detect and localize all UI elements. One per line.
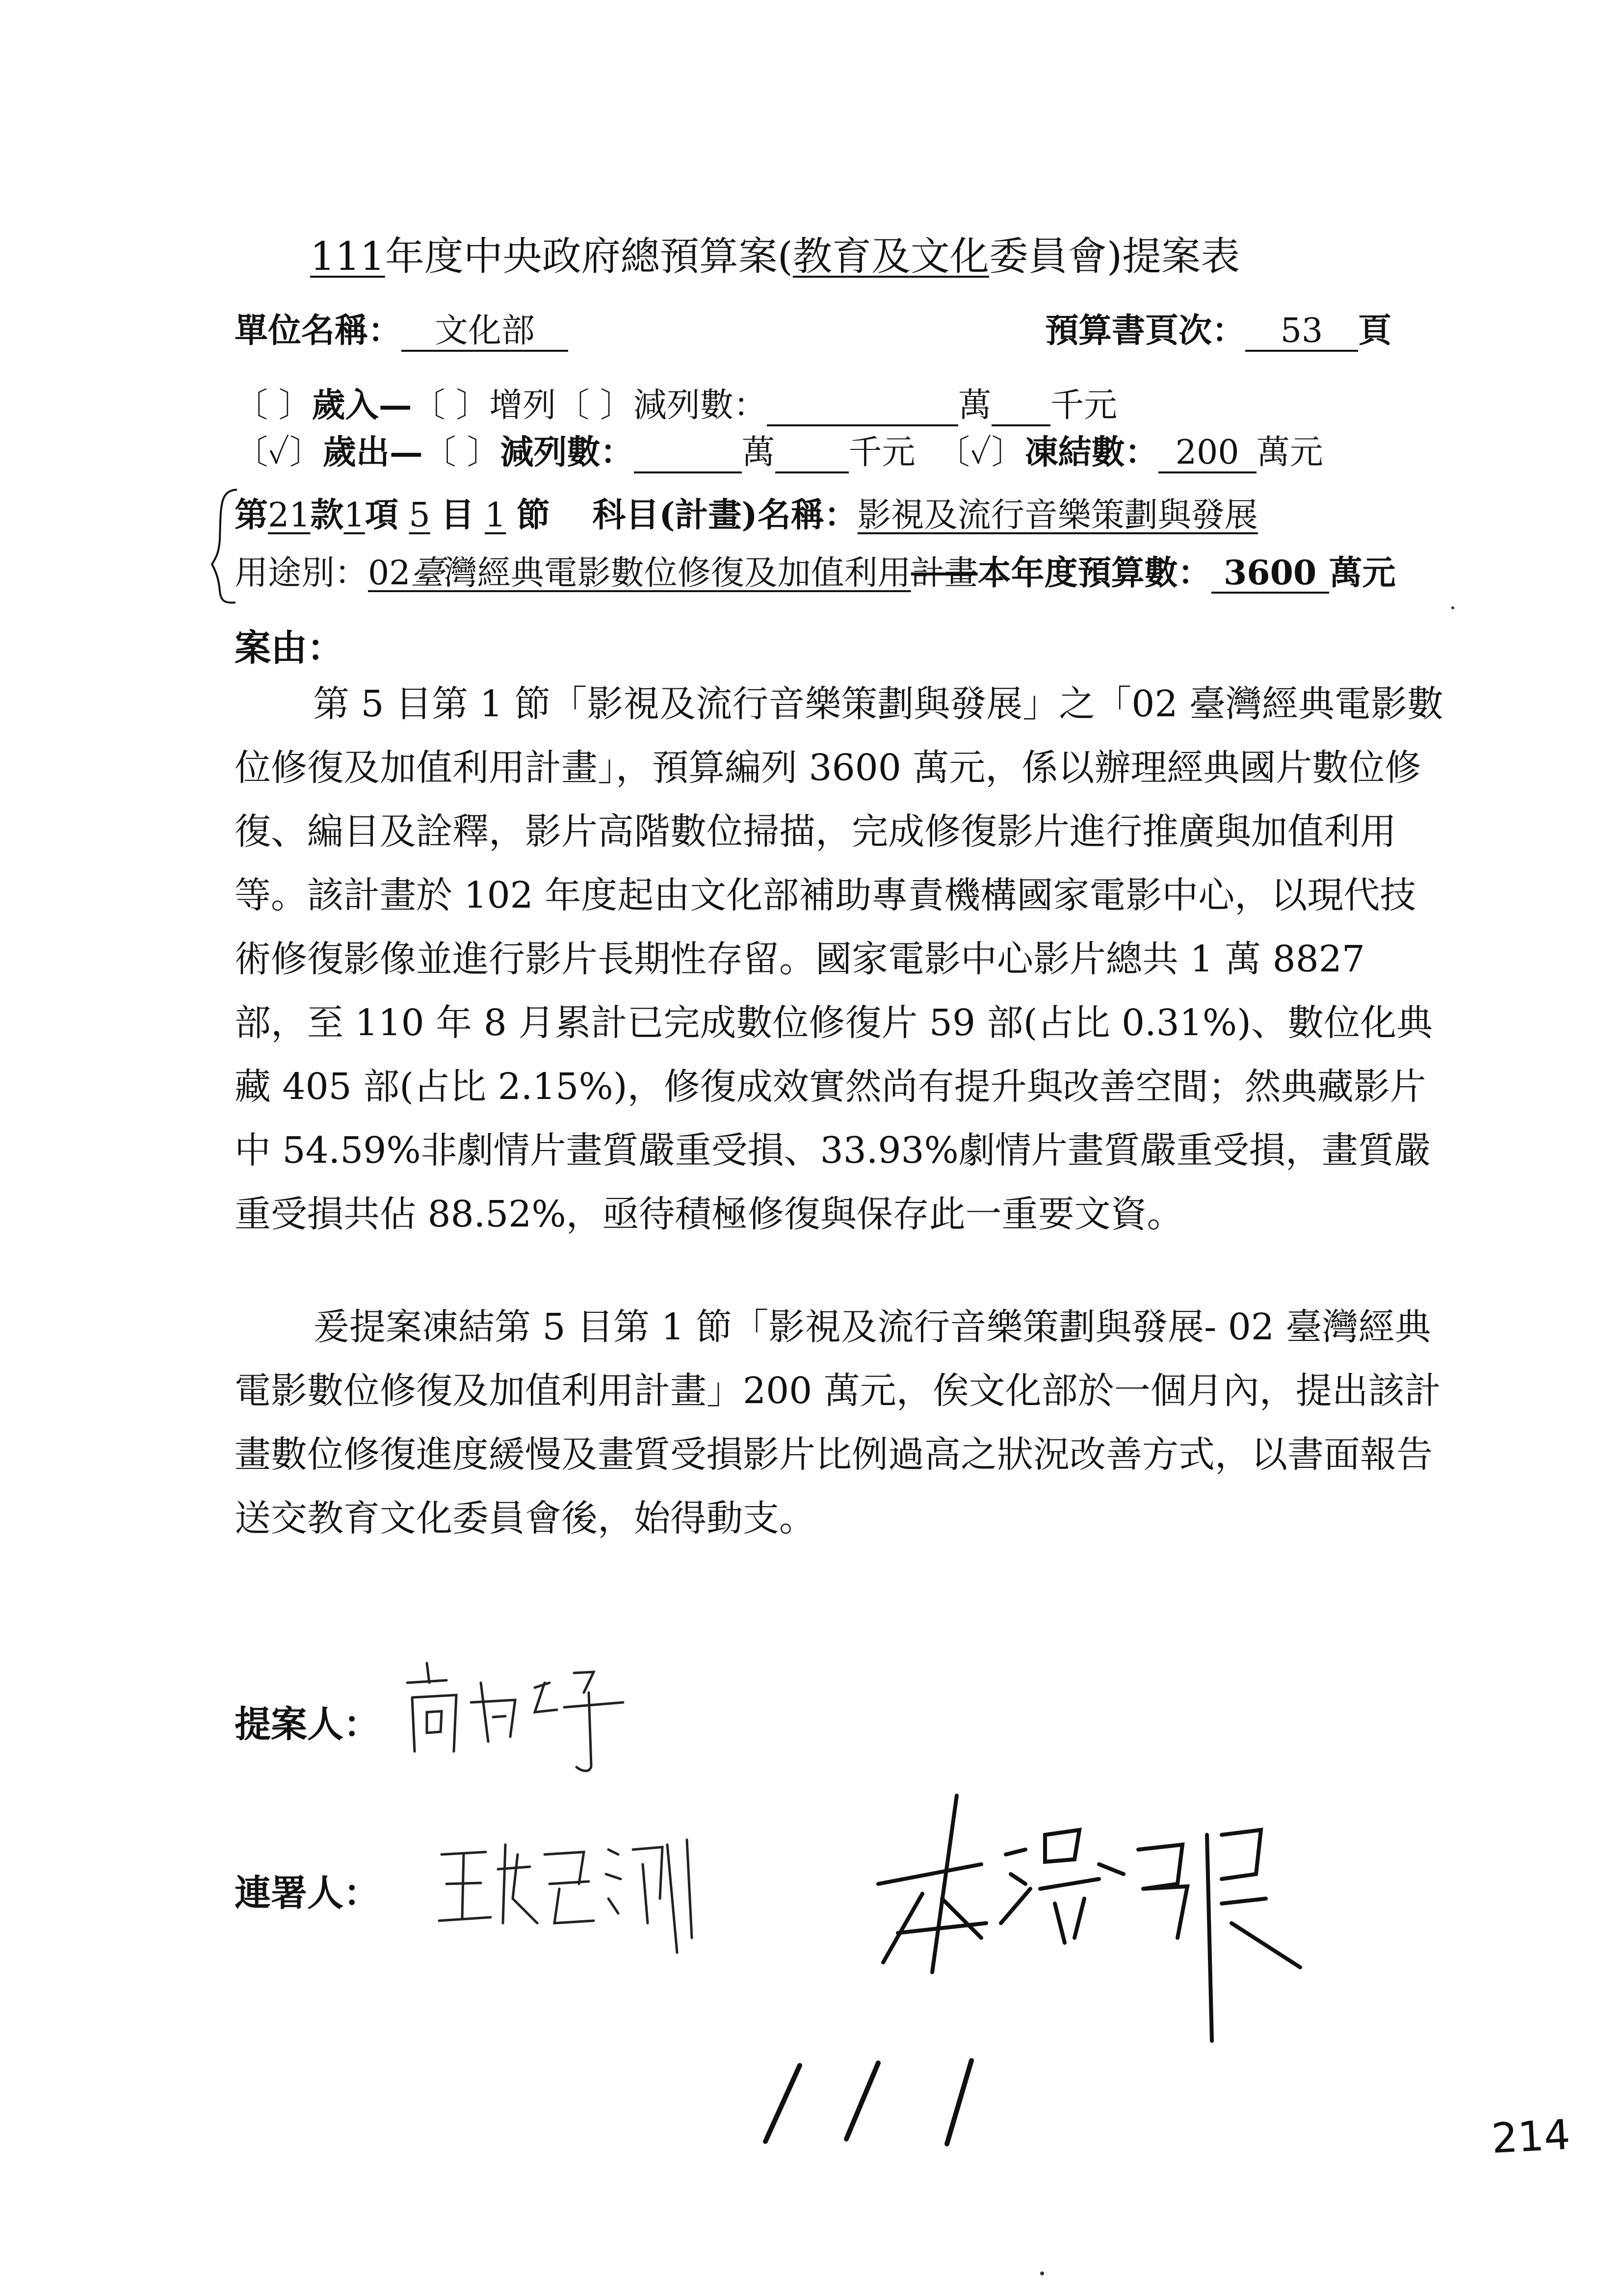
item-line xyxy=(235,489,1258,536)
subject-value: 影視及流行音樂策劃與發展 xyxy=(857,496,1258,535)
revenue-qian-blank xyxy=(992,388,1050,426)
reason-paragraph-2 xyxy=(235,1295,1446,1550)
revenue-label: 歲入— xyxy=(312,386,412,425)
purpose-line xyxy=(235,547,1396,594)
scan-speck xyxy=(1040,2271,1044,2275)
reason-paragraph-1 xyxy=(235,672,1446,1246)
revenue-qian-unit: 千元 xyxy=(1050,386,1117,425)
revenue-wan-blank xyxy=(767,388,958,426)
kuan-label: 款 xyxy=(310,496,344,535)
increase-label: 增列 xyxy=(489,386,556,425)
revenue-checkbox: 〔 〕 xyxy=(235,386,312,425)
xiang-number: 1 xyxy=(343,496,365,535)
budget-value: 3600 xyxy=(1211,555,1329,594)
unit-label: 單位名稱： xyxy=(235,311,402,350)
purpose-name: 灣經典電影數位修復及加值利用 xyxy=(444,554,911,593)
jie-label: 節 xyxy=(516,496,550,535)
expense-checkbox: 〔✓〕 xyxy=(235,433,323,472)
fiscal-year: 111 xyxy=(310,234,385,279)
unit-row xyxy=(235,304,1481,352)
increase-checkbox: 〔 〕 xyxy=(412,386,490,425)
handwritten-strokes-mark xyxy=(756,2056,1001,2149)
budget-label: 本年度預算數： xyxy=(977,553,1211,593)
budget-unit: 萬元 xyxy=(1329,553,1396,593)
expense-decrease-label: 減列數： xyxy=(500,433,634,472)
unit-value: 文化部 xyxy=(401,313,568,352)
freeze-checkbox: 〔✓〕 xyxy=(936,433,1025,472)
expense-label: 歲出— xyxy=(322,433,423,472)
form-title xyxy=(310,225,1240,281)
purpose-struck-text: 計畫 xyxy=(911,554,978,593)
revenue-wan-unit: 萬 xyxy=(958,386,992,425)
freeze-value: 200 xyxy=(1158,435,1257,473)
title-part-a: 年度中央政府總預算案( xyxy=(385,234,793,279)
jie-number: 1 xyxy=(485,496,506,535)
revenue-decrease-label: 減列數： xyxy=(633,386,767,425)
proposer-signature xyxy=(388,1653,662,1781)
expense-wan-unit: 萬 xyxy=(741,433,775,472)
reason-paragraph-2-text: 爰提案凍結第 5 目第 1 節「影視及流行音樂策劃與發展- 02 臺灣經典電影數位修復及加值利用計畫」200 萬元，俟文化部於一個月內，提出該計畫數位修復進度緩慢及畫質受損影片比例過高之狀況改善方式，以書面報告送交教育文化委員會後，始得動支。 xyxy=(235,1306,1441,1539)
cosigner-label: 連署人： xyxy=(235,1872,380,1914)
expense-qian-unit: 千元 xyxy=(848,433,916,472)
page-label: 預算書頁次： xyxy=(1045,311,1246,350)
purpose-code: 02 xyxy=(368,554,411,593)
cosigner-signature-1 xyxy=(432,1825,707,1962)
freeze-label: 凍結數： xyxy=(1024,433,1158,472)
expense-line xyxy=(235,426,1323,473)
reason-label: 案由： xyxy=(235,627,343,669)
expense-wan-blank xyxy=(634,435,742,473)
page-number: 214 xyxy=(1490,2110,1572,2163)
cosigner-signature-2 xyxy=(868,1776,1310,2051)
expense-qian-blank xyxy=(775,435,849,473)
page-unit: 頁 xyxy=(1358,311,1392,350)
subject-label: 科目(計畫)名稱： xyxy=(592,496,858,535)
kuan-number: 21 xyxy=(268,496,311,535)
title-part-b: 委員會)提案表 xyxy=(989,234,1240,279)
committee-name: 教育及文化 xyxy=(792,234,989,279)
xiang-label: 項 xyxy=(365,496,398,535)
mu-label: 目 xyxy=(441,496,474,535)
expense-decrease-checkbox: 〔 〕 xyxy=(422,433,500,472)
scan-speck xyxy=(1451,606,1454,609)
page-value: 53 xyxy=(1245,313,1358,352)
reason-paragraph-1-text: 第 5 目第 1 節「影視及流行音樂策劃與發展」之「02 臺灣經典電影數位修復及加值利用計畫」，預算編列 3600 萬元，係以辦理經典國片數位修復、編目及詮釋，影片高階數位掃描，完成修復影片進行推廣與加值利用等。該計畫於 102 年度起由文化部補助專責機構國家電影中心，以現代技術修復影像並進行影片長期性存留。國家電影中心影片總共 1 萬 8827 部，至 110 年 8 月累計已完成數位修復片 59 部(占比 0.31%)、數位化典藏 405 部(占比 2.15%)，修復成效實然尚有提升與改善空間；然典藏影片中 54.59%非劇情片畫質嚴重受損、33.93%劇情片畫質嚴重受損，畫質嚴重受損共佔 88.52%，亟待積極修復與保存此一重要文資。 xyxy=(235,683,1443,1235)
di-label: 第 xyxy=(235,496,268,535)
purpose-label: 用途別： xyxy=(235,554,368,593)
revenue-line xyxy=(235,379,1117,426)
freeze-unit: 萬元 xyxy=(1256,433,1323,472)
mu-number: 5 xyxy=(409,496,430,535)
proposer-label: 提案人： xyxy=(235,1703,380,1746)
purpose-handwritten-char: 臺 xyxy=(410,554,444,593)
decrease-checkbox: 〔 〕 xyxy=(556,386,633,425)
